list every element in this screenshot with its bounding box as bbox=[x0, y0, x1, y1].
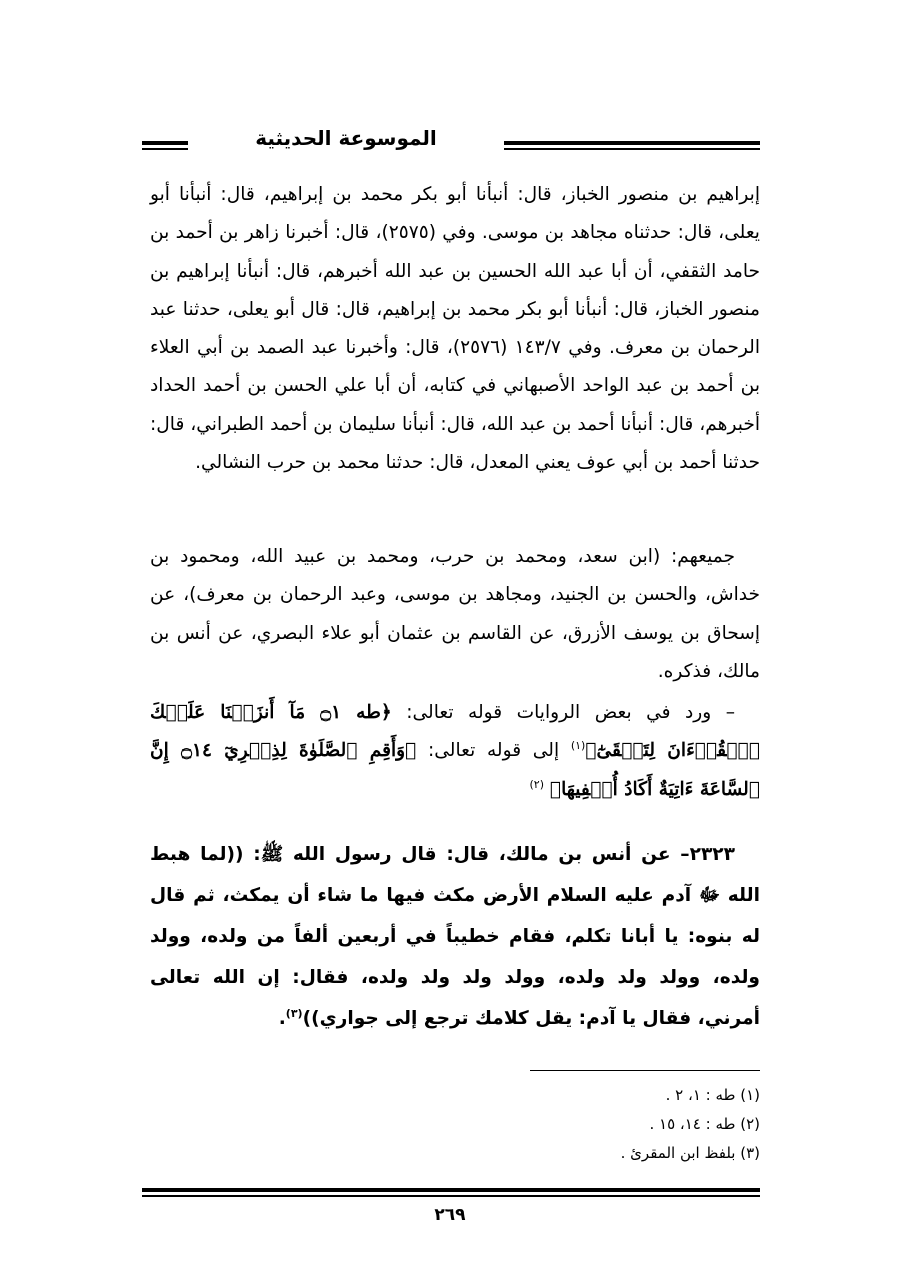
hadith-text bbox=[150, 834, 760, 1039]
quran-note bbox=[150, 694, 760, 809]
hadith-body: ٢٣٢٣– عن أنس بن مالك، قال: قال رسول الله ﷺ: ((لما هبط الله ﷻ آدم عليه السلام الأرض مكث فيها ما شاء أن يمكث، ثم قال له بنوه: يا أبانا تكلم، فقام خطيباً في أربعين ألفاً من ولده، وولد ولده، وولد ولد ولده، وولد ولد ولد ولده، فقال: إن الله تعالى أمرني، فقال يا آدم: يقل كلامك ترجع إلى جواري)) bbox=[150, 844, 760, 1029]
quran-verse-1: ﴿طه ۝١ مَآ أَنزَلۡنَا عَلَيۡكَ ٱلۡقُرۡءَانَ لِتَشۡقَىٰٓ﴾ bbox=[150, 702, 761, 762]
note-lead: – ورد في بعض الروايات قوله تعالى: bbox=[391, 702, 735, 723]
running-header bbox=[142, 126, 760, 160]
hadith-end: . bbox=[278, 1008, 286, 1029]
quran-note-paragraph bbox=[150, 694, 760, 809]
header-title: الموسوعة الحديثية bbox=[255, 126, 437, 150]
quran-verse-2: ﴿وَأَقِمِ ٱلصَّلَوٰةَ لِذِكۡرِيٓ ۝١٤ إِنَّ ٱلسَّاعَةَ ءَاتِيَةٌ أَكَادُ أُخۡفِيهَا﴾ bbox=[150, 740, 760, 800]
footnotes bbox=[400, 1081, 760, 1168]
note-middle: إلى قوله تعالى: bbox=[416, 740, 571, 762]
footnote-ref-1: (١) bbox=[570, 739, 586, 753]
hadith-paragraph bbox=[150, 834, 760, 1039]
isnad-paragraph bbox=[150, 176, 760, 482]
paragraph-text: جميعهم: (ابن سعد، ومحمد بن حرب، ومحمد بن عبيد الله، ومحمود بن خداش، والحسن بن الجنيد، ومجاهد بن موسى، وعبد الرحمان بن معرف)، عن إسحاق بن يوسف الأزرق، عن القاسم بن عثمان أبو علاء البصري، عن أنس بن مالك، فذكره. bbox=[150, 546, 760, 682]
footnote-ref-3: (٣) bbox=[285, 1006, 303, 1020]
page-number: ٢٦٩ bbox=[434, 1205, 466, 1225]
footnote-separator bbox=[530, 1070, 760, 1071]
footnote-3: (٣) بلفظ ابن المقرئ . bbox=[620, 1144, 760, 1162]
footnote-2: (٢) طه : ١٤، ١٥ . bbox=[649, 1115, 760, 1133]
bottom-rule-thin bbox=[142, 1195, 760, 1197]
header-rule-right bbox=[504, 141, 760, 145]
paragraph-text: إبراهيم بن منصور الخباز، قال: أنبأنا أبو بكر محمد بن إبراهيم، قال: أنبأنا أبو يعلى، قال: حدثناه مجاهد بن موسى. وفي (٢٥٧٥)، قال: أخبرنا زاهر بن أحمد بن حامد الثقفي، أن أبا عبد الله الحسين بن عبد الله أخبرهم، قال: أنبأنا إبراهيم بن منصور الخباز، قال: أنبأنا أبو بكر محمد بن إبراهيم، قال: قال أبو يعلى، حدثنا عبد الرحمان بن معرف. وفي ١٤٣/٧ (٢٥٧٦)، قال: وأخبرنا عبد الصمد بن أبي العلاء بن أحمد بن عبد الواحد الأصبهاني في كتابه، أن أبا علي الحسن بن أحمد الحداد أخبرهم، قال: أنبأنا أحمد بن عبد الله، قال: أنبأنا سليمان بن أحمد الطبراني، قال: حدثنا أحمد بن أبي عوف يعني المعدل، قال: حدثنا محمد بن حرب النشالي. bbox=[150, 184, 760, 474]
footnote-1: (١) طه : ١، ٢ . bbox=[665, 1086, 760, 1104]
footnote-ref-2: (٢) bbox=[529, 777, 544, 791]
summary-paragraph bbox=[150, 538, 760, 691]
bottom-rule-thick bbox=[142, 1188, 760, 1192]
header-rule-left bbox=[142, 141, 188, 145]
